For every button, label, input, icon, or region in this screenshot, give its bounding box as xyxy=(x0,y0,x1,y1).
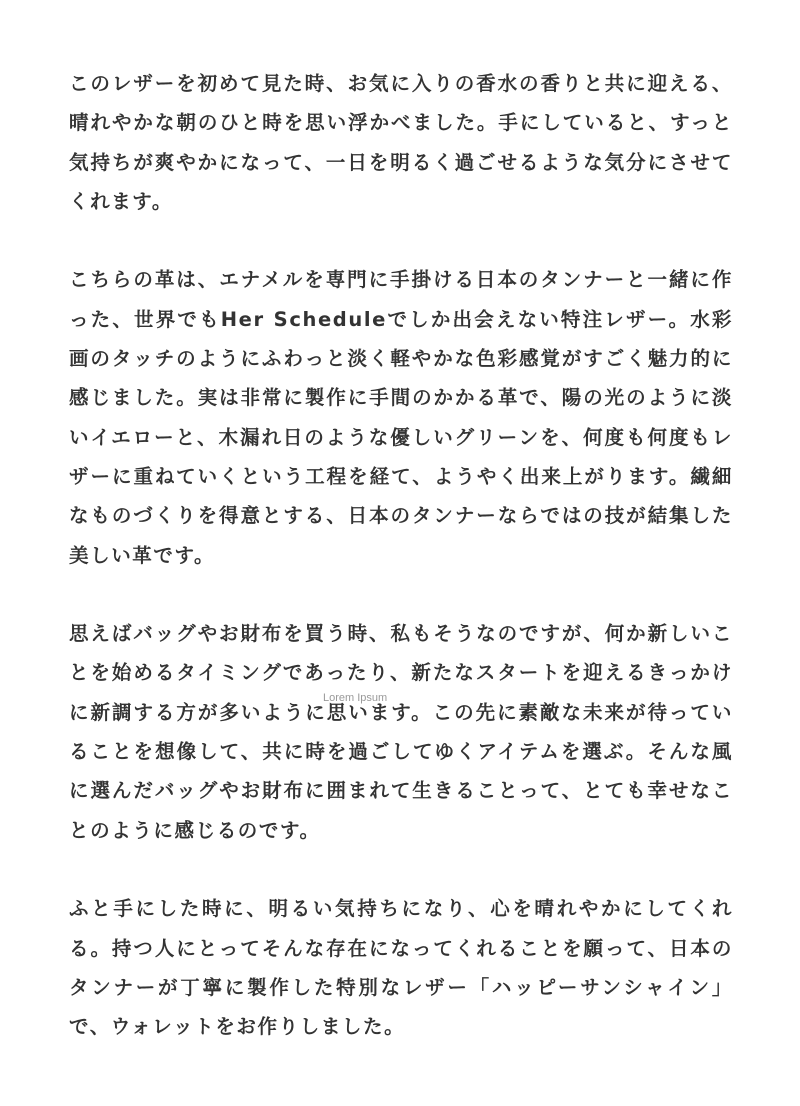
paragraph-intro: このレザーを初めて見た時、お気に入りの香水の香りと共に迎える、晴れやかな朝のひと時を思い浮かべました。手にしていると、すっと気持ちが爽やかになって、一日を明るく過ごせるような気分にさせてくれます。 xyxy=(69,72,733,213)
article-body xyxy=(69,64,733,1086)
paragraph-leather: こちらの革は、エナメルを専門に手掛ける日本のタンナーと一緒に作った、世界でもHer Scheduleでしか出会えない特注レザー。水彩画のタッチのようにふわっと淡く軽やかな色彩感覚がすごく魅力的に感じました。実は非常に製作に手間のかかる革で、陽の光のように淡いイエローと、木漏れ日のような優しいグリーンを、何度も何度もレザーに重ねていくという工程を経て、ようやく出来上がります。繊細なものづくりを得意とする、日本のタンナーならではの技が結集した美しい革です。 xyxy=(69,268,733,567)
paragraph-new-start: 思えばバッグやお財布を買う時、私もそうなのですが、何か新しいことを始めるタイミングであったり、新たなスタートを迎えるきっかけに新調する方が多いように思います。この先に素敵な未来が待っていることを想像して、共に時を過ごしてゆくアイテムを選ぶ。そんな風に選んだバッグやお財布に囲まれて生きることって、とても幸せなことのように感じるのです。 xyxy=(69,622,733,842)
watermark-text: Lorem Ipsum xyxy=(323,692,388,704)
paragraph-closing: ふと手にした時に、明るい気持ちになり、心を晴れやかにしてくれる。持つ人にとってそんな存在になってくれることを願って、日本のタンナーが丁寧に製作した特別なレザー「ハッピーサンシャイン」で、ウォレットをお作りしました。 xyxy=(69,897,733,1039)
